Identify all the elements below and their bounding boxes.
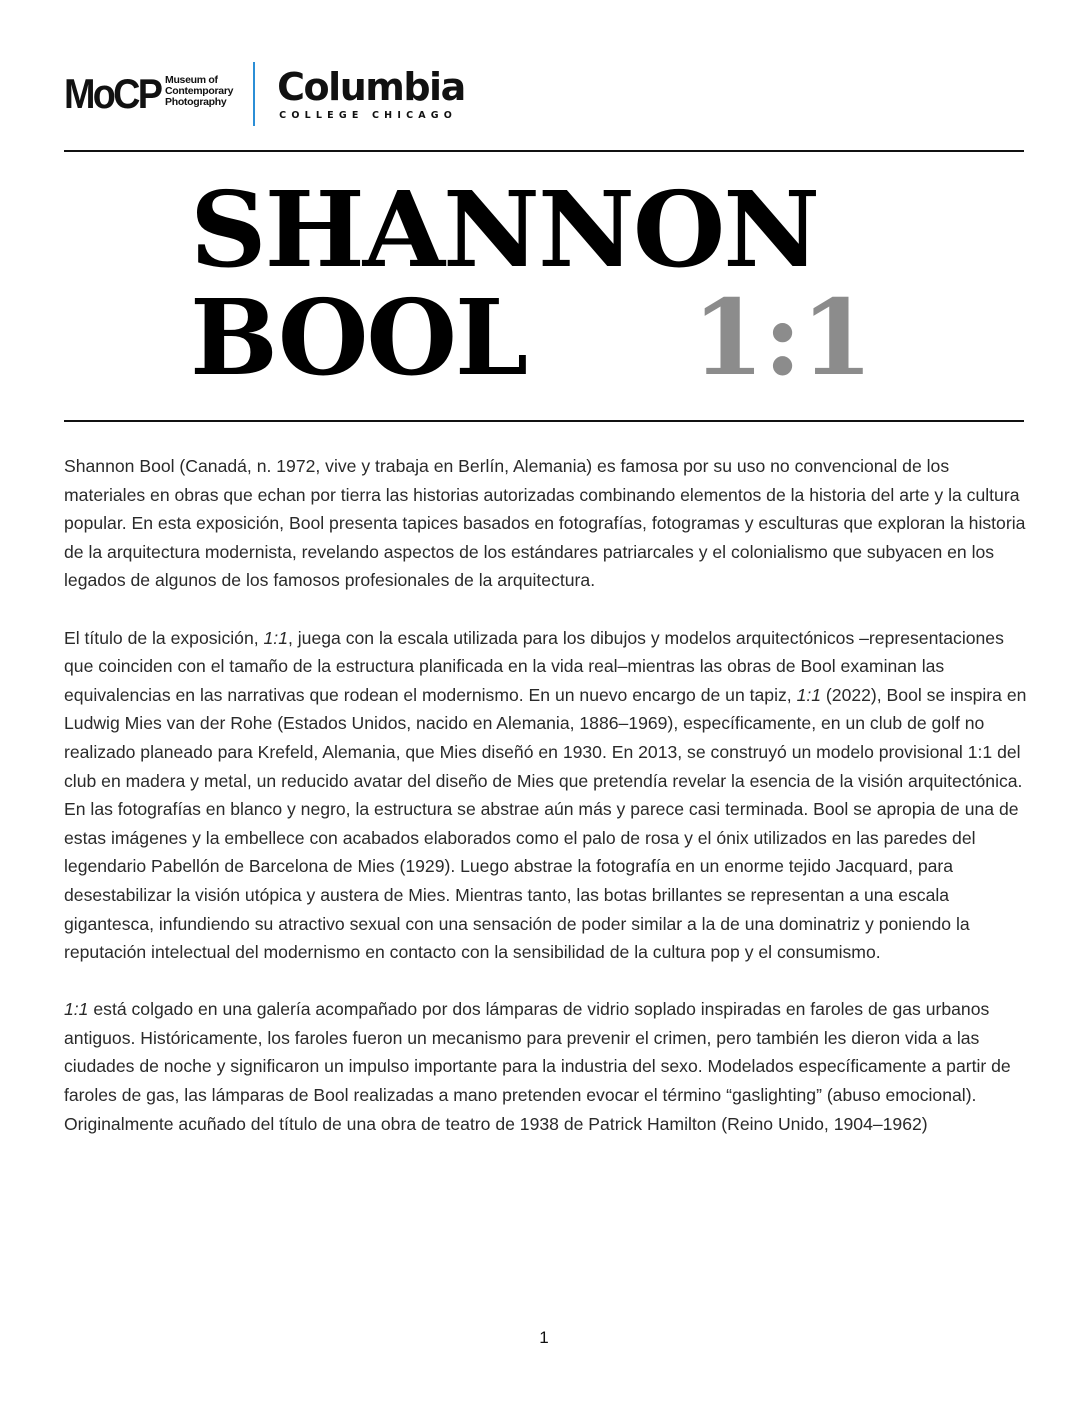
header-divider [64,150,1024,152]
mocp-sub-line: Photography [165,95,227,108]
paragraph-text: está colgado en una galería acompañado por dos lámparas de vidrio soplado inspiradas en faroles de gas urbanos antiguos. Históricamente, los faroles fueron un mecanismo para prevenir el crimen, pero también les dieron vida a las ciudades de noche y significaron un impulso importante para la industria del sexo. Modelados específicamente a partir de faroles de gas, las lámparas de Bool realizadas a mano pretenden evocar el término “gaslighting” (abuso emocional). Originalmente acuñado del título de una obra de teatro de 1938 de Patrick Hamilton (Reino Unido, 1904–1962) [64,999,1011,1134]
logo-divider [253,62,255,126]
mocp-logo: MoCP [64,70,161,117]
columbia-logo-subtitle: COLLEGE CHICAGO [279,109,458,121]
header-logos [64,62,465,126]
exhibition-title-line-2: BOOL [190,276,527,399]
columbia-logo-name: Columbia [277,64,465,109]
paragraph-text: El título de la exposición, [64,627,264,648]
paragraph-title-explanation [64,624,1034,967]
mocp-sub-line: Museum of [165,73,218,86]
paragraph-intro: Shannon Bool (Canadá, n. 1972, vive y trabaja en Berlín, Alemania) es famosa por su uso no convencional de los materiales en obras que echan por tierra las historias autorizadas combinando elementos de la historia del arte y la cultura popular. En esta exposición, Bool presenta tapices basados en fotografías, fotogramas y esculturas que exploran la historia de la arquitectura modernista, revelando aspectos de los estándares patriarcales y el colonialismo que subyacen en los legados de algunos de los famosos profesionales de la arquitectura. [64,456,1026,591]
mocp-sub-line: Contemporary [165,84,234,97]
artwork-title: 1:1 [263,627,288,648]
paragraph-lamps [64,995,1034,1138]
page-number: 1 [539,1328,549,1347]
artwork-title: 1:1 [64,999,89,1020]
mocp-logo-subtitle [165,75,233,108]
paragraph-text: , juega con la escala utilizada para los dibujos y modelos arquitectónicos –representaciones que coinciden con el tamaño de la estructura planificada en la vida real–mientras las obras de Bool examinan las equivalencias en las narrativas que rodean el modernismo. En un nuevo encargo de un tapiz, [64,627,1004,705]
paragraph-text: (2022), Bool se inspira en Ludwig Mies van der Rohe (Estados Unidos, nacido en Alemania, 1886–1969), específicamente, en un club de golf no realizado planeado para Krefeld, Alemania, que Mies diseñó en 1930. En 2013, se construyó un modelo provisional 1:1 del club en madera y metal, un reducido avatar del diseño de Mies que pretendía revelar la esencia de la visión arquitectónica. En las fotografías en blanco y negro, la estructura se abstrae aún más y parece casi terminada. Bool se apropia de una de estas imágenes y la embellece con acabados elaborados como el palo de rosa y el ónix utilizados en las paredes del legendario Pabellón de Barcelona de Mies (1929). Luego abstrae la fotografía en un enorme tejido Jacquard, para desestabilizar la visión utópica y austera de Mies. Mientras tanto, las botas brillantes se representan a una escala gigantesca, infundiendo su atractivo sexual con una sensación de poder similar a la de una dominatriz y poniendo la reputación intelectual del modernismo en contacto con la sensibilidad de la cultura pop y el consumismo. [64,684,1027,963]
artwork-title: 1:1 [796,684,822,705]
columbia-logo [277,64,465,121]
exhibition-title-ratio: 1:1 [692,276,873,399]
exhibition-title-line-1: SHANNON [190,168,819,291]
body-text [64,452,1034,1167]
title-divider [64,420,1024,422]
